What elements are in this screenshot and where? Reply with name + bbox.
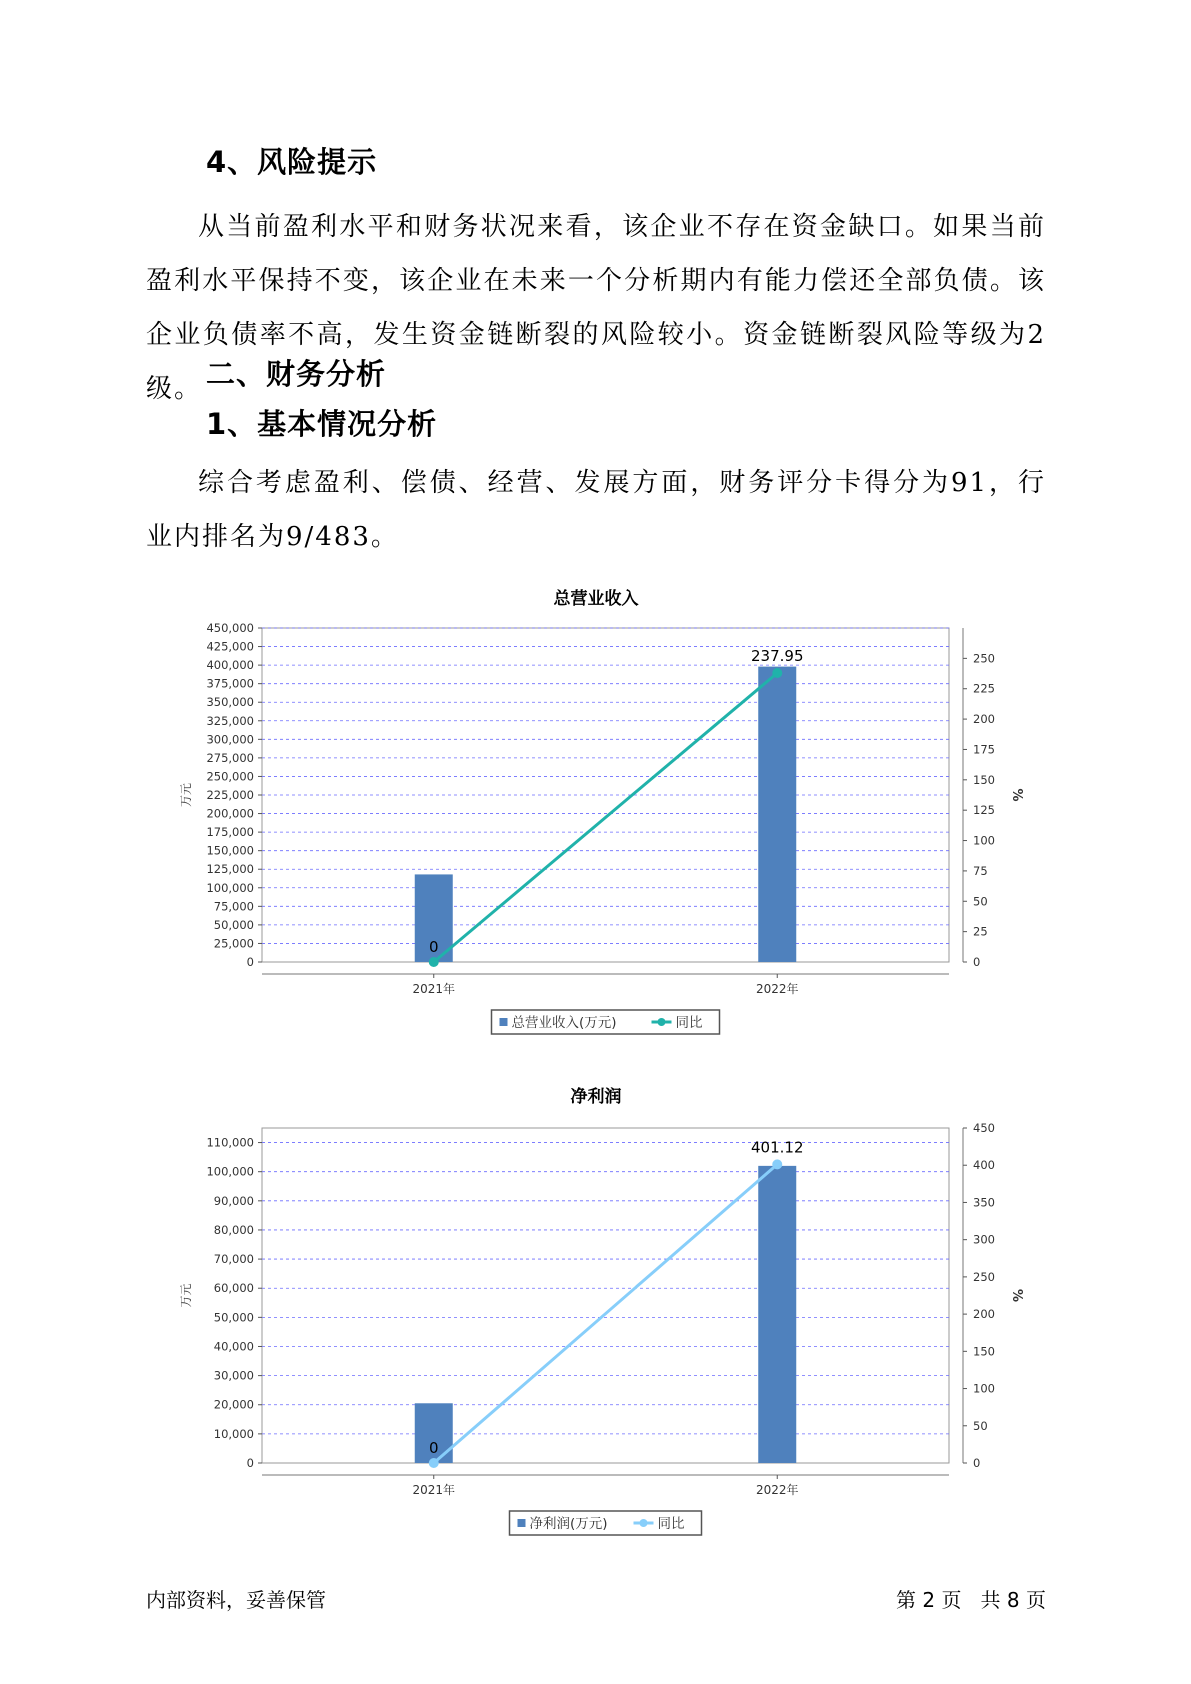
y2-tick-label: 200 xyxy=(973,712,995,727)
basic-analysis-paragraph xyxy=(146,456,1046,564)
y2-tick-label: 150 xyxy=(973,1344,995,1359)
y-tick-label: 175,000 xyxy=(206,825,254,840)
legend-line-label: 同比 xyxy=(675,1015,703,1031)
legend-line-marker xyxy=(658,1018,666,1026)
y-axis-title: 万元 xyxy=(179,782,193,808)
y-tick-label: 375,000 xyxy=(206,676,254,691)
y-tick-label: 50,000 xyxy=(213,1310,254,1325)
y2-tick-label: 125 xyxy=(973,803,995,818)
y2-tick-label: 450 xyxy=(973,1121,995,1135)
yoy-point xyxy=(429,957,439,967)
section-2-title: 二、财务分析 xyxy=(206,357,387,391)
yoy-point xyxy=(772,668,782,678)
legend-line-marker xyxy=(640,1519,648,1527)
y2-tick-label: 50 xyxy=(973,1418,988,1433)
yoy-point xyxy=(429,1458,439,1468)
net-profit-chart xyxy=(0,1110,1191,1540)
y-tick-label: 125,000 xyxy=(206,862,254,877)
y-tick-label: 10,000 xyxy=(213,1426,254,1441)
y-tick-label: 425,000 xyxy=(206,639,254,654)
y-tick-label: 300,000 xyxy=(206,732,254,747)
x-tick-label: 2021年 xyxy=(412,982,456,996)
y2-tick-label: 400 xyxy=(973,1158,995,1173)
yoy-data-label: 0 xyxy=(428,938,439,956)
x-tick-label: 2021年 xyxy=(412,1483,456,1497)
y2-axis-title: % xyxy=(1009,1288,1024,1303)
y2-tick-label: 75 xyxy=(973,863,988,878)
y2-tick-label: 250 xyxy=(973,1269,995,1284)
y2-tick-label: 0 xyxy=(973,1456,981,1470)
y-tick-label: 250,000 xyxy=(206,769,254,784)
subsection-1-title: 1、基本情况分析 xyxy=(206,407,438,441)
legend-bar-swatch xyxy=(518,1519,526,1527)
bar xyxy=(758,1166,796,1463)
y-tick-label: 0 xyxy=(246,955,254,969)
y2-tick-label: 350 xyxy=(973,1195,995,1210)
y-tick-label: 110,000 xyxy=(206,1135,254,1150)
y-tick-label: 70,000 xyxy=(213,1252,254,1267)
y2-tick-label: 100 xyxy=(973,1381,995,1396)
chart-title-net-profit: 净利润 xyxy=(570,1087,622,1107)
legend-bar-label: 净利润(万元) xyxy=(529,1516,608,1532)
y2-tick-label: 50 xyxy=(973,894,988,909)
risk-text: 从当前盈利水平和财务状况来看，该企业不存在资金缺口。如果当前盈利水平保持不变，该企业在未来一个分析期内有能力偿还全部负债。该企业负债率不高，发生资金链断裂的风险较小。资金链断裂风险等级为2级。 xyxy=(146,212,1046,404)
x-tick-label: 2022年 xyxy=(755,982,799,996)
legend-bar-label: 总营业收入(万元) xyxy=(511,1015,617,1031)
y-tick-label: 30,000 xyxy=(213,1368,254,1383)
y2-tick-label: 300 xyxy=(973,1232,995,1247)
basic-analysis-text: 综合考虑盈利、偿债、经营、发展方面，财务评分卡得分为91，行业内排名为9/483。 xyxy=(146,468,1046,552)
plot-area xyxy=(262,1128,949,1463)
bar xyxy=(758,667,796,962)
y-tick-label: 75,000 xyxy=(213,899,254,914)
y-tick-label: 400,000 xyxy=(206,658,254,673)
y-tick-label: 80,000 xyxy=(213,1222,254,1237)
yoy-data-label: 0 xyxy=(428,1439,439,1457)
y-tick-label: 50,000 xyxy=(213,917,254,932)
y2-tick-label: 100 xyxy=(973,833,995,848)
y-tick-label: 25,000 xyxy=(213,936,254,951)
y2-tick-label: 175 xyxy=(973,742,995,757)
y-tick-label: 325,000 xyxy=(206,713,254,728)
y-tick-label: 20,000 xyxy=(213,1397,254,1412)
y2-tick-label: 150 xyxy=(973,772,995,787)
revenue-chart xyxy=(0,610,1191,1040)
x-tick-label: 2022年 xyxy=(755,1483,799,1497)
y-tick-label: 40,000 xyxy=(213,1339,254,1354)
y2-tick-label: 200 xyxy=(973,1307,995,1322)
y2-axis-title: % xyxy=(1009,788,1024,802)
y2-tick-label: 225 xyxy=(973,681,995,696)
y-tick-label: 225,000 xyxy=(206,788,254,802)
yoy-point xyxy=(772,1159,782,1169)
y-tick-label: 100,000 xyxy=(206,880,254,895)
y-tick-label: 90,000 xyxy=(213,1193,254,1208)
y-tick-label: 275,000 xyxy=(206,750,254,765)
yoy-data-label: 401.12 xyxy=(751,1138,804,1157)
y-tick-label: 0 xyxy=(246,1456,254,1470)
y-axis-title: 万元 xyxy=(179,1283,193,1308)
y2-tick-label: 0 xyxy=(973,955,981,969)
y2-tick-label: 250 xyxy=(973,651,995,666)
legend-line-label: 同比 xyxy=(657,1516,685,1532)
y-tick-label: 350,000 xyxy=(206,695,254,710)
y-tick-label: 200,000 xyxy=(206,806,254,821)
legend-bar-swatch xyxy=(500,1018,508,1026)
y-tick-label: 450,000 xyxy=(206,621,254,635)
y-tick-label: 100,000 xyxy=(206,1164,254,1179)
yoy-data-label: 237.95 xyxy=(751,646,804,665)
y-tick-label: 150,000 xyxy=(206,843,254,858)
y2-tick-label: 25 xyxy=(973,924,988,939)
chart-title-revenue: 总营业收入 xyxy=(553,589,639,609)
y-tick-label: 60,000 xyxy=(213,1281,254,1296)
footer-page-number: 第 2 页 共 8 页 xyxy=(896,1588,1046,1612)
section-4-title: 4、风险提示 xyxy=(206,145,378,179)
footer-confidential: 内部资料，妥善保管 xyxy=(146,1588,326,1612)
